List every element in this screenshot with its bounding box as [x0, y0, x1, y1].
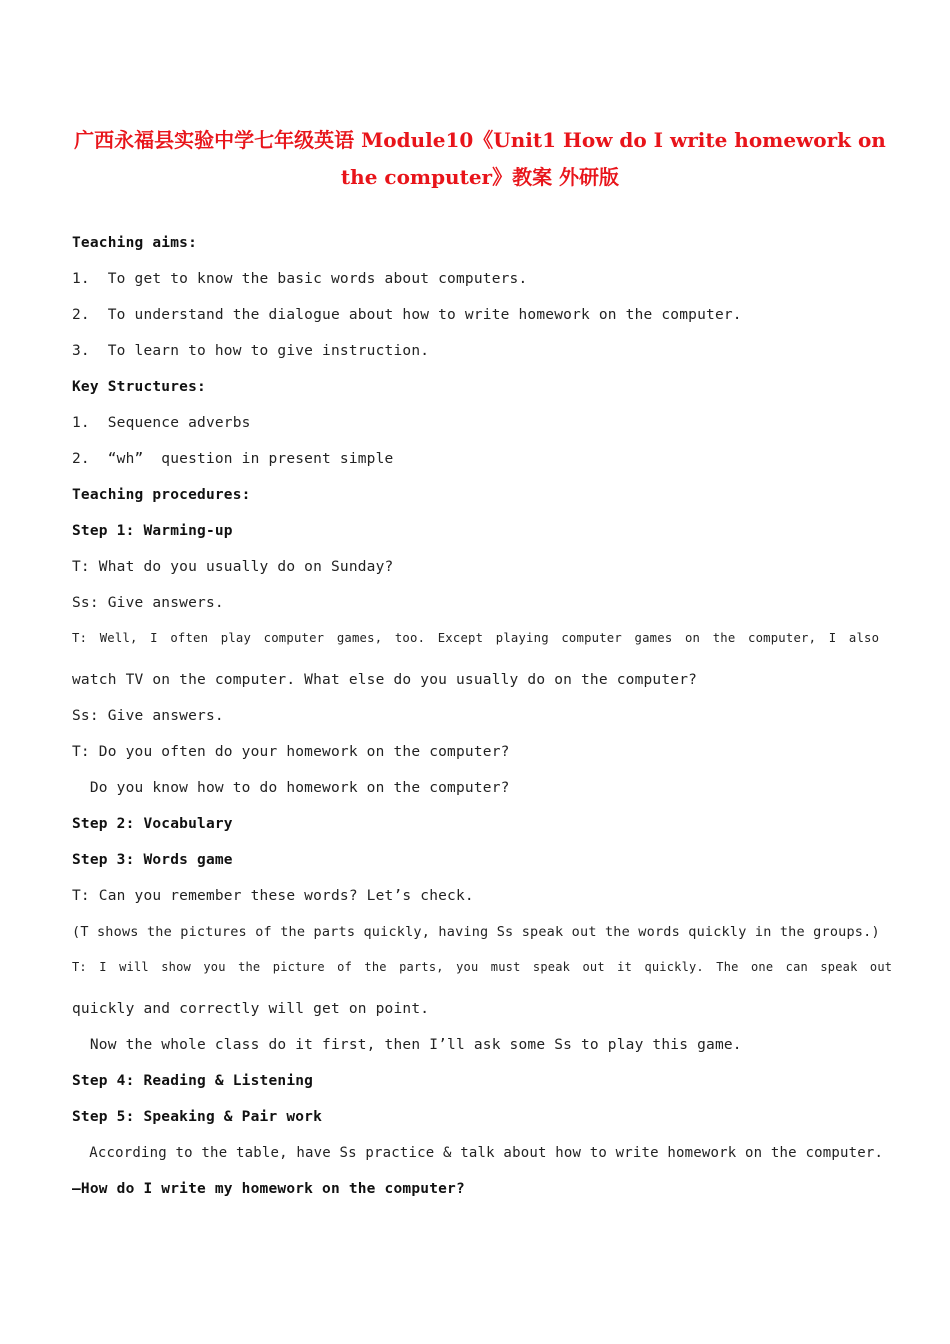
- aim-item-2: 2. To understand the dialogue about how to write homework on the computer.: [72, 307, 742, 323]
- step-heading-2: Step 2: Vocabulary: [72, 816, 233, 832]
- dialogue-line: Do you know how to do homework on the computer?: [72, 780, 510, 796]
- dialogue-line: T: What do you usually do on Sunday?: [72, 559, 394, 575]
- section-heading-key-structures: Key Structures:: [72, 379, 206, 395]
- aim-item-1: 1. To get to know the basic words about computers.: [72, 271, 528, 287]
- dialogue-line: T: Can you remember these words? Let’s check.: [72, 888, 474, 904]
- dialogue-line: Now the whole class do it first, then I’ll ask some Ss to play this game.: [72, 1037, 742, 1053]
- instruction-line: (T shows the pictures of the parts quickly, having Ss speak out the words quickly in the groups.): [72, 924, 880, 940]
- document-title-line-2: the computer》教案 外研版: [340, 165, 620, 189]
- structure-item-2: 2. “wh” question in present simple: [72, 451, 394, 467]
- question-line: —How do I write my homework on the computer?: [72, 1181, 465, 1197]
- structure-item-1: 1. Sequence adverbs: [72, 415, 251, 431]
- document-title-line-1: 广西永福县实验中学七年级英语 Module10《Unit1 How do I write homework on: [74, 128, 886, 152]
- dialogue-line: Ss: Give answers.: [72, 708, 224, 724]
- dialogue-line: T: I will show you the picture of the parts, you must speak out it quickly. The one can speak out: [72, 960, 893, 974]
- step-heading-5: Step 5: Speaking & Pair work: [72, 1109, 323, 1125]
- section-heading-teaching-procedures: Teaching procedures:: [72, 487, 251, 503]
- aim-item-3: 3. To learn to how to give instruction.: [72, 343, 430, 359]
- step-heading-1: Step 1: Warming-up: [72, 523, 233, 539]
- dialogue-line: watch TV on the computer. What else do you usually do on the computer?: [72, 672, 698, 688]
- instruction-line: According to the table, have Ss practice & talk about how to write homework on the computer.: [72, 1145, 884, 1161]
- section-heading-teaching-aims: Teaching aims:: [72, 235, 198, 251]
- dialogue-line: T: Well, I often play computer games, too. Except playing computer games on the computer, I also: [72, 631, 880, 645]
- step-heading-4: Step 4: Reading & Listening: [72, 1073, 314, 1089]
- step-heading-3: Step 3: Words game: [72, 852, 233, 868]
- dialogue-line: Ss: Give answers.: [72, 595, 224, 611]
- dialogue-line: T: Do you often do your homework on the computer?: [72, 744, 510, 760]
- dialogue-line: quickly and correctly will get on point.: [72, 1001, 430, 1017]
